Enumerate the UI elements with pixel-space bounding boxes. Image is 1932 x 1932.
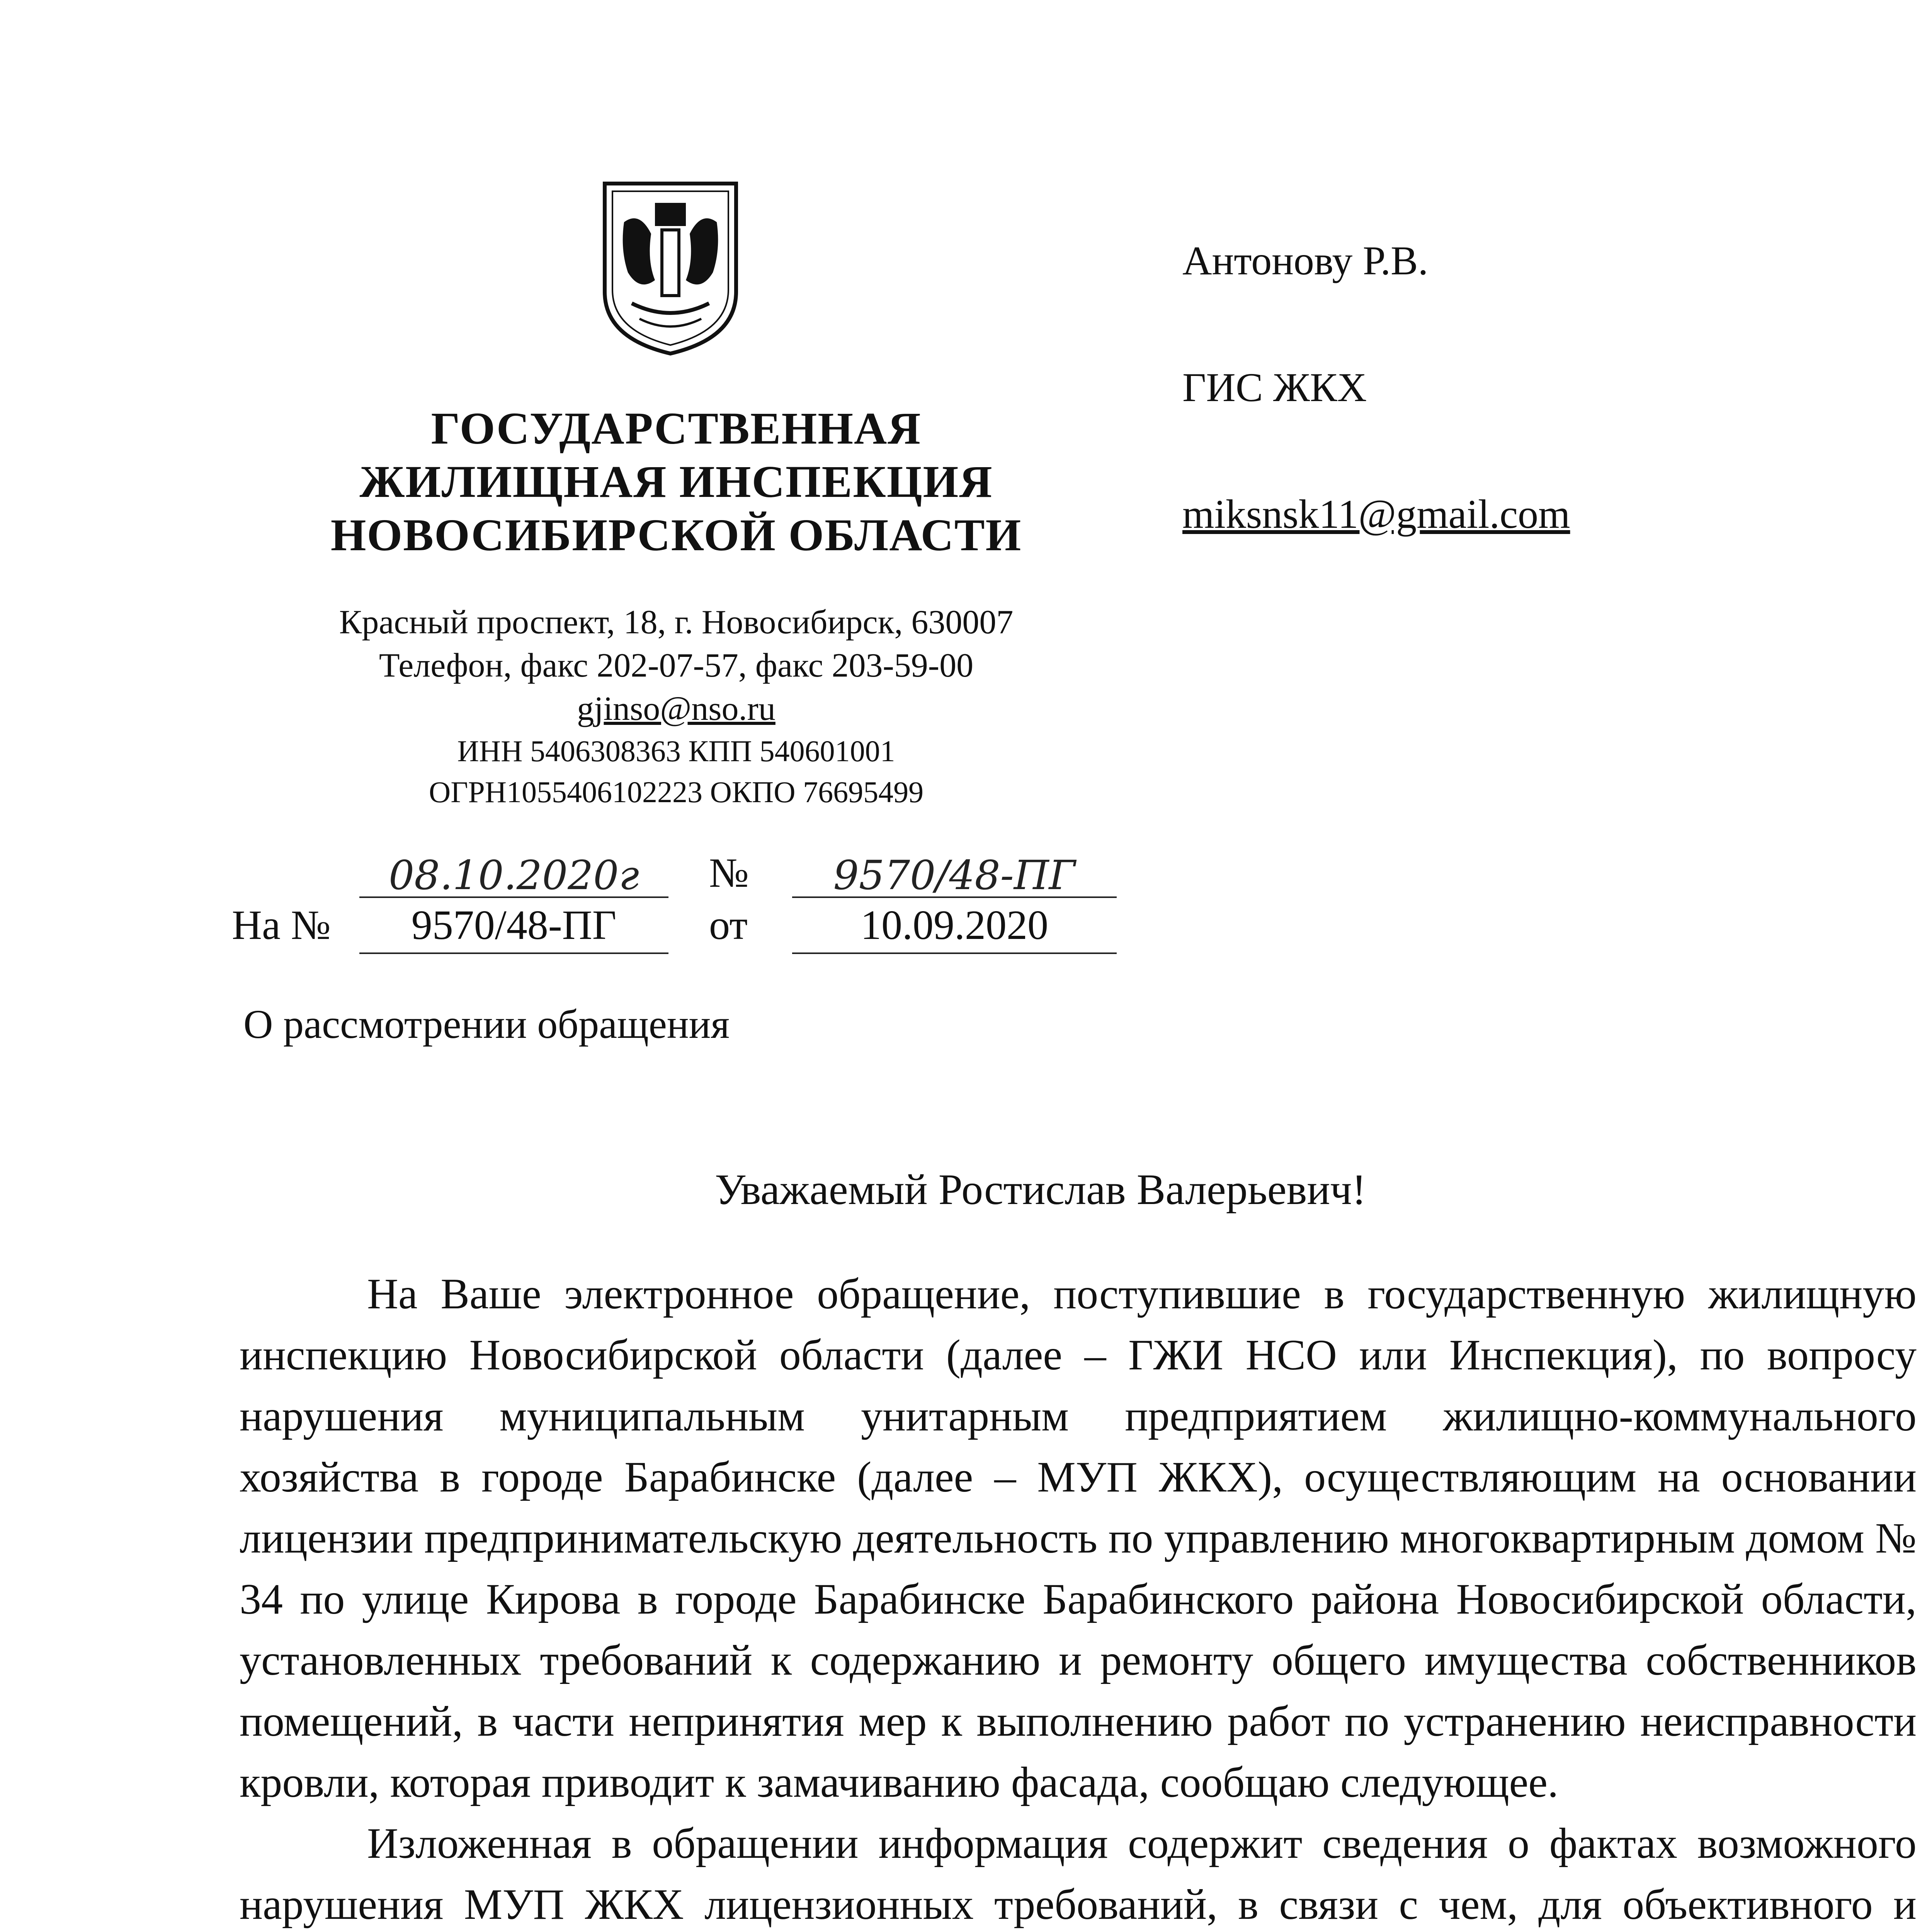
- org-line-2: ЖИЛИЩНАЯ ИНСПЕКЦИЯ: [359, 456, 993, 507]
- org-ogrn: ОГРН1055406102223 ОКПО 76695499: [429, 775, 924, 809]
- ref-label: На №: [232, 902, 331, 948]
- organization-contacts: [294, 601, 1059, 813]
- letter-subject: О рассмотрении обращения: [243, 1002, 730, 1047]
- number-sign: №: [709, 850, 749, 896]
- letter-greeting: Уважаемый Ростислав Валерьевич!: [715, 1166, 1366, 1214]
- outgoing-date: 08.10.2020г: [359, 846, 668, 898]
- organization-name: [294, 402, 1059, 562]
- org-inn: ИНН 5406308363 КПП 540601001: [457, 734, 895, 768]
- ref-number: 9570/48-ПГ: [359, 896, 668, 954]
- org-email-link[interactable]: gjinso@nso.ru: [577, 690, 776, 728]
- coat-of-arms-icon: [597, 176, 744, 357]
- org-address: Красный проспект, 18, г. Новосибирск, 630007: [339, 604, 1014, 641]
- recipient-block: [1182, 240, 1917, 620]
- recipient-system: ГИС ЖКХ: [1182, 365, 1367, 410]
- outgoing-number: 9570/48-ПГ: [792, 846, 1117, 898]
- ref-date: 10.09.2020: [792, 896, 1117, 954]
- recipient-name: Антонову Р.В.: [1182, 238, 1429, 283]
- letter-body: [240, 1264, 1917, 1932]
- body-paragraph-2: Изложенная в обращении информация содержит сведения о фактах возможного нарушения МУП ЖКХ лицензионных требований, в связи с чем, для объективного и: [240, 1820, 1917, 1929]
- org-line-3: НОВОСИБИРСКОЙ ОБЛАСТИ: [330, 510, 1022, 560]
- from-label: от: [709, 902, 748, 948]
- org-line-1: ГОСУДАРСТВЕННАЯ: [431, 403, 922, 454]
- recipient-email-link[interactable]: miksnsk11@gmail.com: [1182, 492, 1570, 537]
- org-phone: Телефон, факс 202-07-57, факс 203-59-00: [379, 647, 974, 684]
- body-paragraph-1: На Ваше электронное обращение, поступившие в государственную жилищную инспекцию Новосибирской области (далее – ГЖИ НСО или Инспекция), по вопросу нарушения муниципальным унитарным предприятием жилищно-коммунального хозяйства в городе Барабинске (далее – МУП ЖКХ), осуществляющим на основании лицензии предпринимательскую деятельность по управлению многоквартирным домом № 34 по улице Кирова в городе Барабинске Барабинского района Новосибирской области, установленных требований к содержанию и ремонту общего имущества собственников помещений, в части непринятия мер к выполнению работ по устранению неисправности кровли, которая приводит к замачиванию фасада, сообщаю следующее.: [240, 1270, 1917, 1806]
